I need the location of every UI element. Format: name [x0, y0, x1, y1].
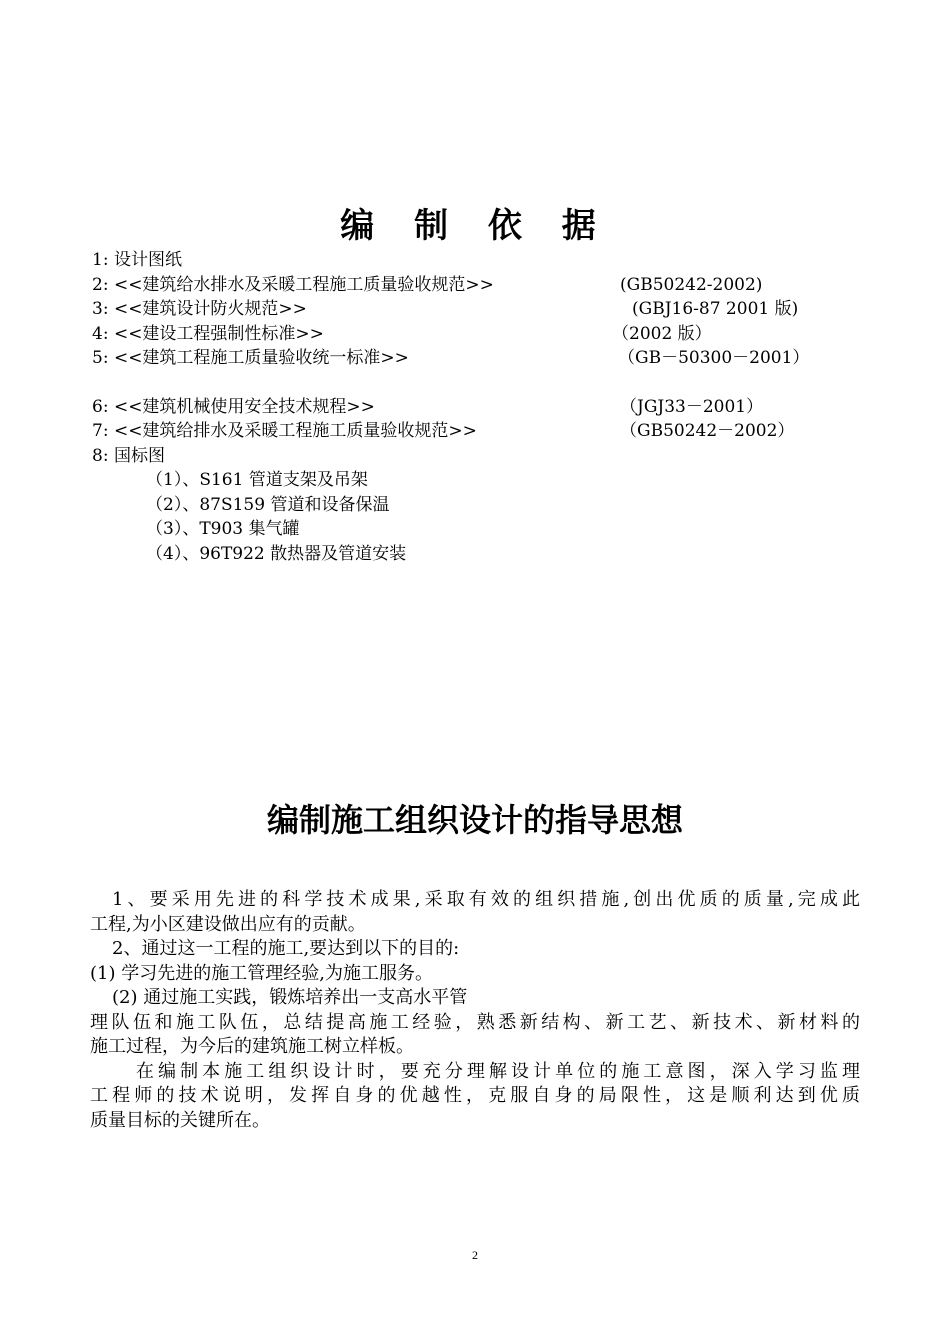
basis-item-6-code: （JGJ33－2001）	[620, 396, 764, 417]
guide-line-2: 工程,为小区建设做出应有的贡献。	[90, 913, 366, 935]
basis-item-4-code: （2002 版）	[612, 323, 712, 344]
basis-item-3	[92, 297, 892, 322]
guide-line-7: 施工过程，为今后的建筑施工树立样板。	[90, 1036, 414, 1057]
basis-sub-item-2: （2）、87S159 管道和设备保温	[146, 494, 390, 515]
basis-gap	[92, 371, 892, 395]
basis-item-6	[92, 395, 892, 420]
basis-item-3-text: 3: <<建筑设计防火规范>>	[92, 299, 307, 319]
basis-item-2-text: 2: <<建筑给水排水及采暖工程施工质量验收规范>>	[92, 274, 494, 295]
guide-line-1: 1、要采用先进的科学技术成果,采取有效的组织措施,创出优质的质量,完成此	[112, 889, 860, 910]
basis-item-1-text: 1: 设计图纸	[92, 250, 182, 270]
basis-item-8-text: 8: 国标图	[92, 445, 165, 466]
page-number: 2	[472, 1248, 478, 1262]
guide-line-4: (1) 学习先进的施工管理经验,为施工服务。	[90, 962, 433, 984]
basis-title: 编 制 依 据	[340, 206, 610, 246]
guide-line-5: (2) 通过施工实践，锻炼培养出一支高水平管	[112, 987, 468, 1008]
basis-item-6-text: 6: <<建筑机械使用安全技术规程>>	[92, 396, 375, 417]
guide-line-10: 质量目标的关键所在。	[90, 1109, 270, 1131]
basis-sub-item-3: （3）、T903 集气罐	[146, 519, 300, 539]
guide-title: 编制施工组织设计的指导思想	[266, 801, 683, 839]
basis-item-2	[92, 273, 892, 298]
basis-item-5-code: （GB－50300－2001）	[618, 348, 810, 368]
basis-item-4-text: 4: <<建设工程强制性标准>>	[92, 323, 324, 344]
guide-line-6: 理队伍和施工队伍，总结提高施工经验，熟悉新结构、新工艺、新技术、新材料的	[90, 1011, 860, 1033]
basis-sub-item-4: （4）、96T922 散热器及管道安装	[146, 543, 407, 564]
basis-item-7-text: 7: <<建筑给排水及采暖工程施工质量验收规范>>	[92, 421, 477, 441]
basis-list	[92, 248, 892, 566]
basis-item-2-code: (GB50242-2002)	[620, 274, 763, 295]
guide-line-8: 在编制本施工组织设计时，要充分理解设计单位的施工意图，深入学习监理	[136, 1060, 860, 1082]
basis-item-5	[92, 346, 892, 371]
guide-line-9: 工程师的技术说明，发挥自身的优越性，克服自身的局限性，这是顺利达到优质	[90, 1085, 860, 1106]
basis-item-4	[92, 322, 892, 347]
basis-sub-item-1: （1）、S161 管道支架及吊架	[146, 470, 368, 490]
basis-item-8	[92, 444, 892, 469]
basis-item-1	[92, 248, 892, 273]
guide-line-3: 2、通过这一工程的施工,要达到以下的目的:	[112, 938, 460, 959]
basis-item-7	[92, 419, 892, 444]
basis-item-7-code: （GB50242－2002）	[620, 421, 795, 441]
guide-body	[90, 888, 860, 1133]
basis-item-3-code: (GBJ16-87 2001 版)	[632, 299, 799, 319]
basis-item-5-text: 5: <<建筑工程施工质量验收统一标准>>	[92, 348, 409, 368]
